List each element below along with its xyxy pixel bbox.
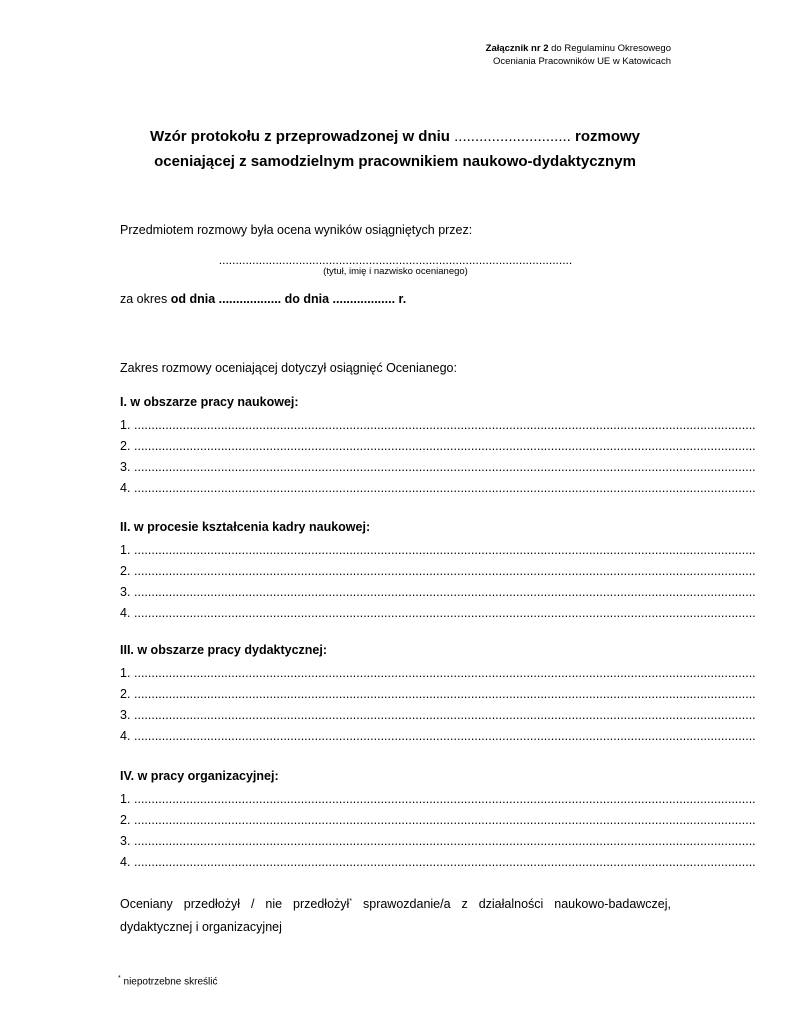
period-dates[interactable]: od dnia .................. do dnia .................. r. — [170, 292, 407, 306]
item-blank-line[interactable]: ................................................................................................................................................................................... — [134, 729, 756, 743]
item-blank-line[interactable]: ................................................................................................................................................................................... — [134, 481, 756, 495]
attachment-header — [486, 42, 671, 68]
document-title — [100, 124, 690, 174]
list-item[interactable] — [120, 812, 756, 829]
item-blank-line[interactable]: ................................................................................................................................................................................... — [134, 543, 756, 557]
item-number: 3. — [120, 460, 131, 474]
footnote-text: niepotrzebne skreślić — [120, 976, 218, 988]
period-line[interactable] — [120, 292, 406, 306]
name-caption: (tytuł, imię i nazwisko ocenianego) — [323, 266, 468, 277]
name-blank-line[interactable]: .......................................................................................................... — [218, 253, 573, 267]
item-blank-line[interactable]: ................................................................................................................................................................................... — [134, 418, 756, 432]
item-blank-line[interactable]: ................................................................................................................................................................................... — [134, 606, 756, 620]
list-item[interactable] — [120, 707, 756, 724]
item-number: 1. — [120, 792, 131, 806]
list-item[interactable] — [120, 833, 756, 850]
scope-text: Zakres rozmowy oceniającej dotyczył osiągnięć Ocenianego: — [120, 361, 457, 375]
period-prefix: za okres — [120, 292, 171, 306]
item-number: 4. — [120, 855, 131, 869]
item-blank-line[interactable]: ................................................................................................................................................................................... — [134, 708, 756, 722]
item-number: 1. — [120, 543, 131, 557]
section-heading: IV. w pracy organizacyjnej: — [120, 769, 279, 783]
footnote — [118, 975, 217, 987]
item-number: 4. — [120, 729, 131, 743]
list-item[interactable] — [120, 563, 756, 580]
item-number: 3. — [120, 585, 131, 599]
list-item[interactable] — [120, 459, 756, 476]
item-number: 2. — [120, 564, 131, 578]
header-bold: Załącznik nr 2 — [485, 43, 549, 54]
item-number: 1. — [120, 418, 131, 432]
title-part2: rozmowy — [575, 128, 641, 145]
list-item[interactable] — [120, 584, 756, 601]
item-number: 2. — [120, 687, 131, 701]
item-blank-line[interactable]: ................................................................................................................................................................................... — [134, 460, 756, 474]
footnote-mark: * — [118, 975, 121, 982]
item-blank-line[interactable]: ................................................................................................................................................................................... — [134, 855, 756, 869]
item-blank-line[interactable]: ................................................................................................................................................................................... — [134, 564, 756, 578]
title-line2: oceniającej z samodzielnym pracownikiem naukowo-dydaktycznym — [154, 153, 636, 170]
item-number: 1. — [120, 666, 131, 680]
header-rest: do Regulaminu Okresowego — [548, 43, 671, 54]
item-blank-line[interactable]: ................................................................................................................................................................................... — [134, 792, 756, 806]
item-number: 4. — [120, 481, 131, 495]
item-blank-line[interactable]: ................................................................................................................................................................................... — [134, 585, 756, 599]
declaration-part2: sprawozdanie/a z działalności naukowo-badawczej, dydaktycznej i organizacyjnej — [120, 897, 671, 935]
item-blank-line[interactable]: ................................................................................................................................................................................... — [134, 813, 756, 827]
section-heading: II. w procesie kształcenia kadry naukowej: — [120, 520, 371, 534]
list-item[interactable] — [120, 480, 756, 497]
list-item[interactable] — [120, 791, 756, 808]
item-number: 3. — [120, 708, 131, 722]
section-heading: I. w obszarze pracy naukowej: — [120, 395, 299, 409]
section-heading: III. w obszarze pracy dydaktycznej: — [120, 643, 328, 657]
item-number: 2. — [120, 813, 131, 827]
title-date-blank[interactable]: ............................ — [449, 128, 575, 145]
item-blank-line[interactable]: ................................................................................................................................................................................... — [134, 666, 756, 680]
header-line2: Oceniania Pracowników UE w Katowicach — [493, 56, 671, 67]
item-number: 2. — [120, 439, 131, 453]
intro-text: Przedmiotem rozmowy była ocena wyników osiągniętych przez: — [120, 223, 473, 237]
list-item[interactable] — [120, 438, 756, 455]
item-blank-line[interactable]: ................................................................................................................................................................................... — [134, 687, 756, 701]
declaration-part1: Oceniany przedłożył / nie przedłożył — [120, 897, 350, 912]
list-item[interactable] — [120, 686, 756, 703]
declaration-footnote-mark: * — [349, 898, 353, 905]
item-blank-line[interactable]: ................................................................................................................................................................................... — [134, 439, 756, 453]
list-item[interactable] — [120, 417, 756, 434]
list-item[interactable] — [120, 728, 756, 745]
list-item[interactable] — [120, 542, 756, 559]
item-number: 4. — [120, 606, 131, 620]
list-item[interactable] — [120, 854, 756, 871]
item-blank-line[interactable]: ................................................................................................................................................................................... — [134, 834, 756, 848]
list-item[interactable] — [120, 665, 756, 682]
list-item[interactable] — [120, 605, 756, 622]
item-number: 3. — [120, 834, 131, 848]
declaration-text — [120, 890, 671, 939]
title-part1: Wzór protokołu z przeprowadzonej w dniu — [149, 128, 450, 145]
